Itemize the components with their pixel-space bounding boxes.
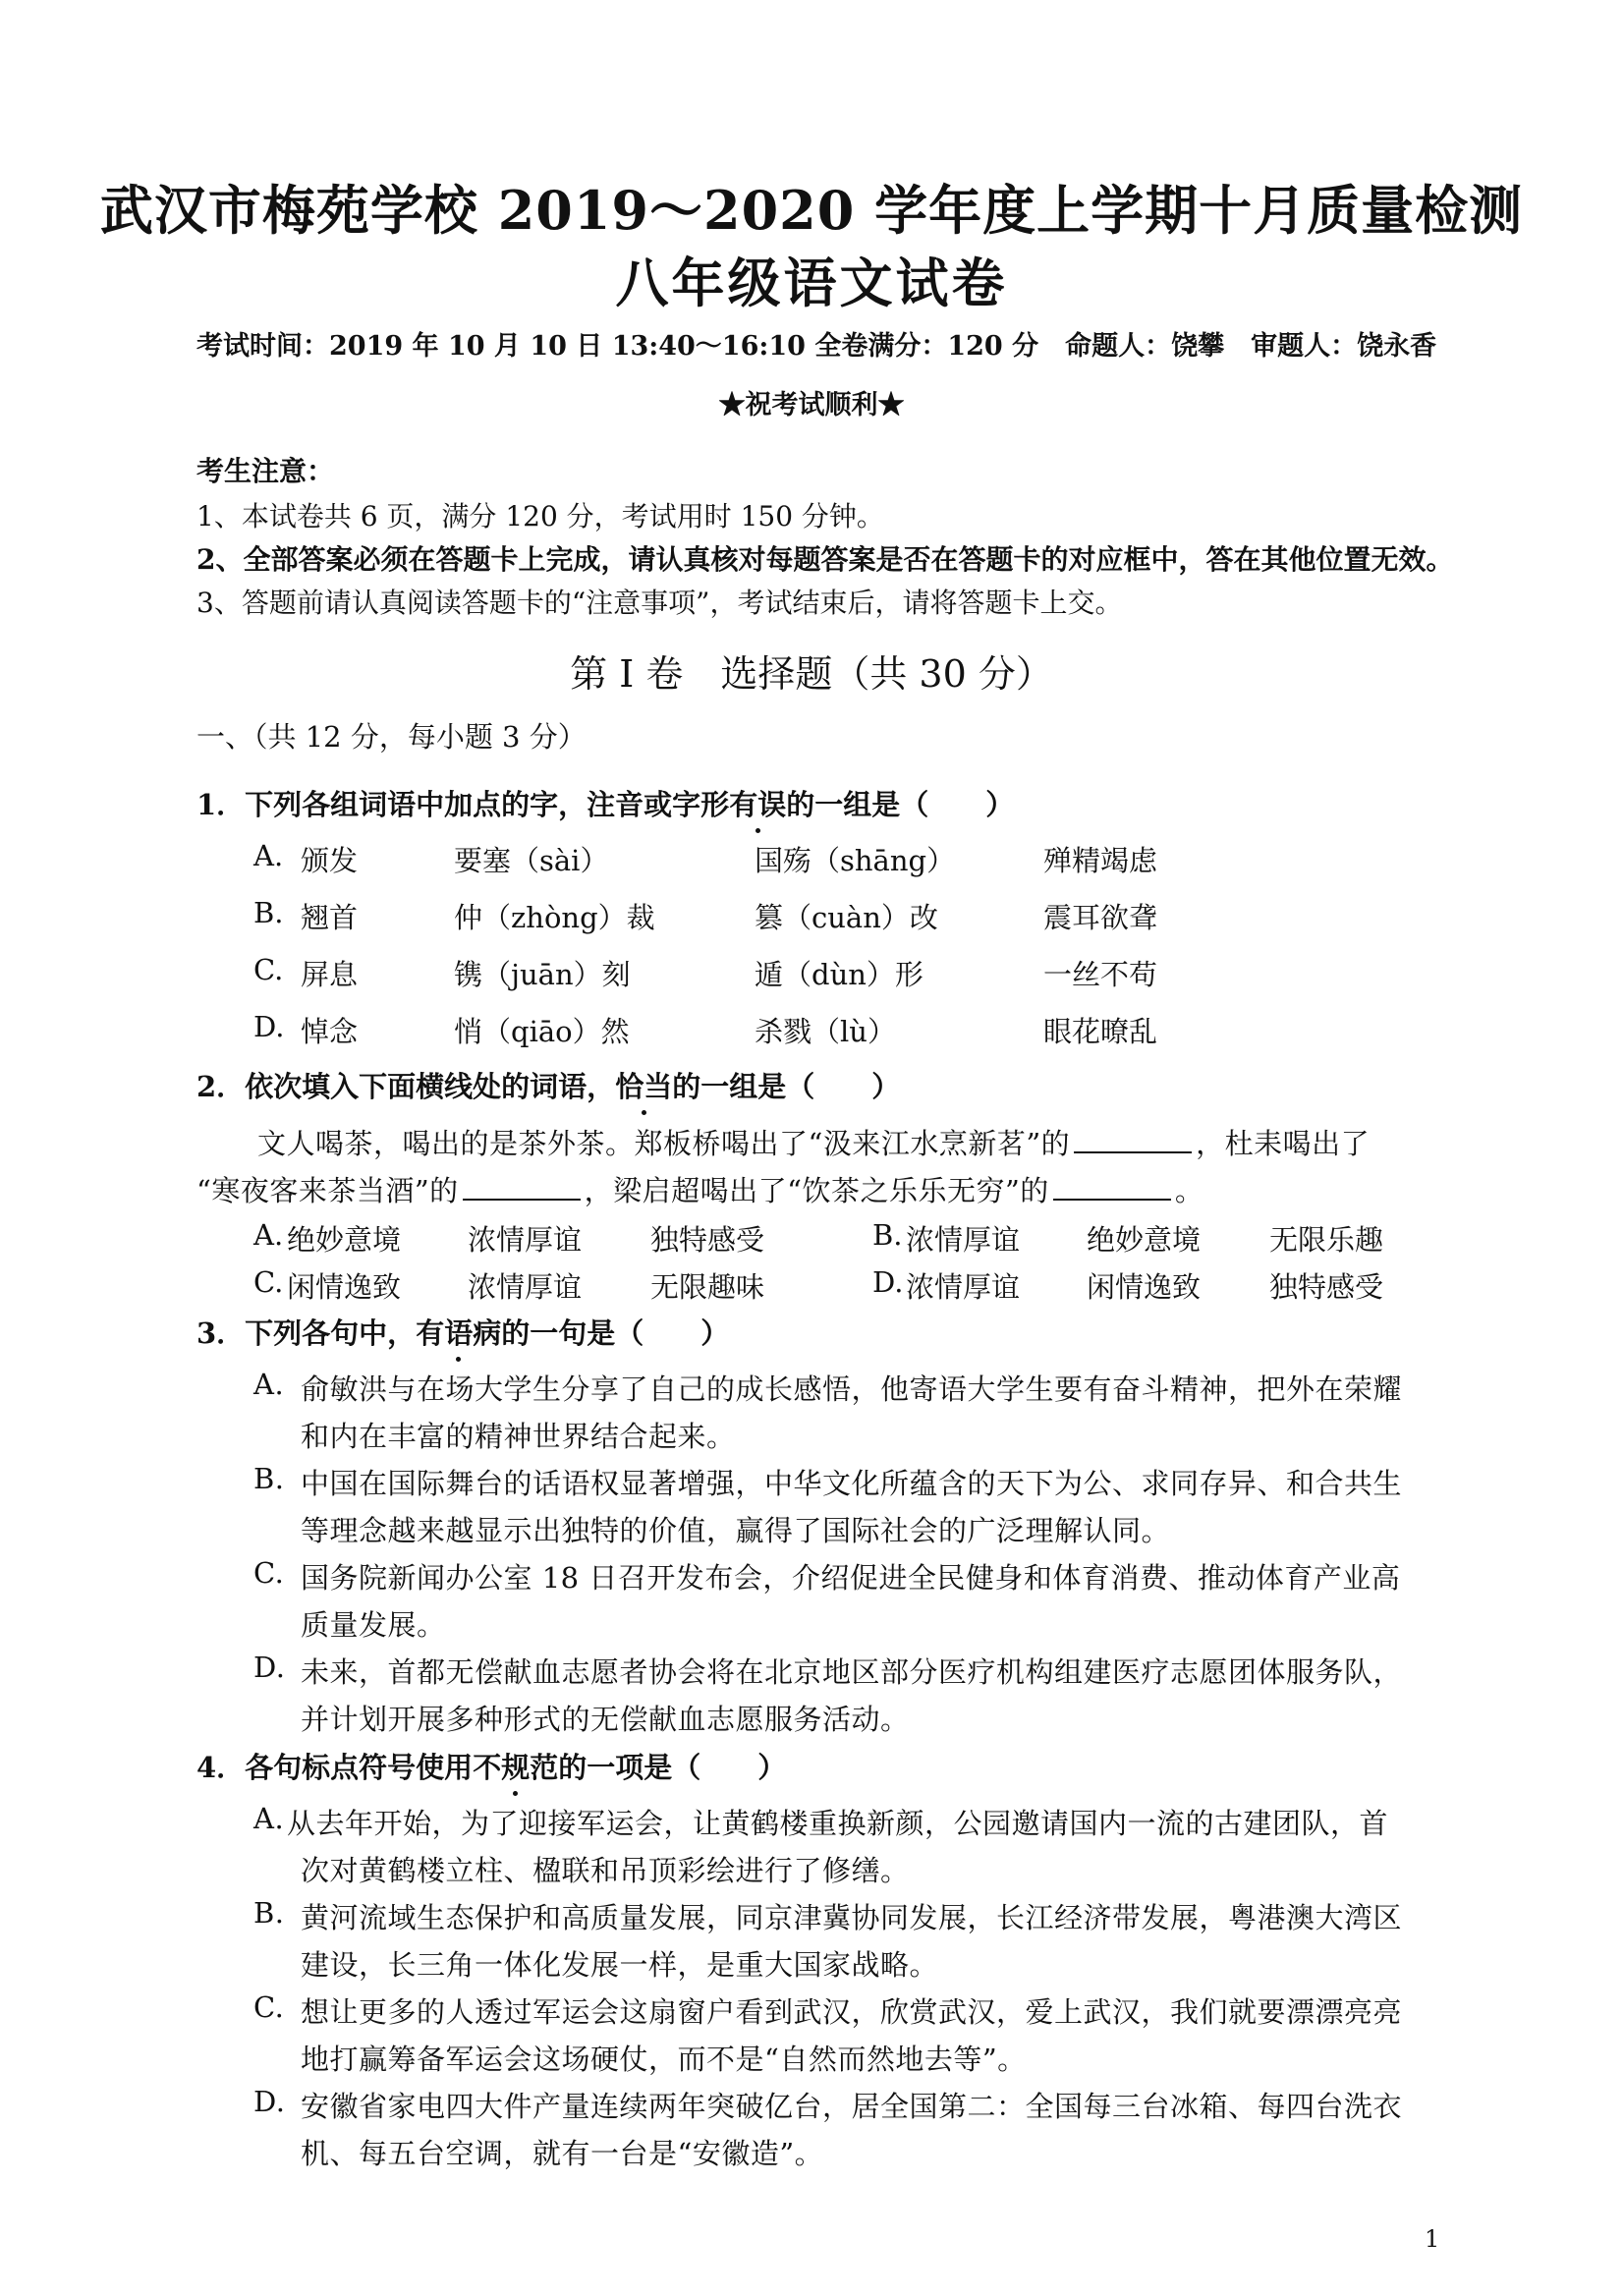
option-word: 震耳欲聋 <box>1043 901 1158 934</box>
option-word: 浓情厚谊 <box>468 1223 583 1257</box>
question-4-stem <box>196 1746 786 1786</box>
exam-title: 武汉市梅苑学校 2019～2020 学年度上学期十月质量检测 <box>99 179 1524 242</box>
question-2-stem <box>196 1065 900 1105</box>
option-label: B. <box>872 1218 903 1252</box>
option-word: 独特感受 <box>1269 1270 1384 1304</box>
option-word: 一丝不苟 <box>1043 958 1158 991</box>
option-label: B. <box>253 1896 285 1930</box>
dotted-emphasis: 有语病 <box>416 1312 501 1352</box>
option-text: 中国在国际舞台的话语权显著增强，中华文化所蕴含的天下为公、求同存异、和合共生 <box>301 1467 1403 1500</box>
option-word: 国殇（shāng） <box>755 844 956 877</box>
option-text: 黄河流域生态保护和高质量发展，同京津冀协同发展，长江经济带发展，粤港澳大湾区 <box>301 1901 1403 1934</box>
option-word: 镌（juān）刻 <box>454 958 631 991</box>
option-label: C. <box>253 1990 285 2024</box>
option-text: 建设，长三角一体化发展一样，是重大国家战略。 <box>301 1948 939 1982</box>
option-word: 闲情逸致 <box>1087 1270 1202 1304</box>
stem-text: 1．下列各组词语中加点的字，注音或字形 <box>196 788 730 821</box>
option-text: 质量发展。 <box>301 1608 446 1642</box>
option-word: 浓情厚谊 <box>906 1270 1021 1304</box>
option-word: 浓情厚谊 <box>906 1223 1021 1257</box>
option-text: 安徽省家电四大件产量连续两年突破亿台，居全国第二：全国每三台冰箱、每四台洗衣 <box>301 2090 1403 2123</box>
option-text: 从去年开始，为了迎接军运会，让黄鹤楼重换新颜，公园邀请国内一流的古建团队，首 <box>287 1807 1389 1840</box>
option-label: A. <box>253 1218 284 1252</box>
option-label: B. <box>253 1462 285 1495</box>
notice-title: 考生注意： <box>196 455 335 487</box>
exam-subtitle: 八年级语文试卷 <box>615 252 1008 314</box>
question-3-stem <box>196 1312 729 1352</box>
option-text: 机、每五台空调，就有一台是“安徽造”。 <box>301 2137 824 2170</box>
question-1-stem <box>196 783 1014 823</box>
good-luck-line: ★祝考试顺利★ <box>718 390 905 420</box>
option-word: 闲情逸致 <box>287 1270 402 1304</box>
passage-text: “寒夜客来茶当酒”的 <box>196 1174 459 1207</box>
option-word: 无限乐趣 <box>1269 1223 1384 1257</box>
option-label: A. <box>253 1802 285 1835</box>
option-text: 次对黄鹤楼立柱、楹联和吊顶彩绘进行了修缮。 <box>301 1854 910 1887</box>
option-label: A. <box>253 839 284 872</box>
option-word: 遁（dùn）形 <box>755 958 923 991</box>
option-word: 颁发 <box>301 844 359 877</box>
option-label: D. <box>872 1265 904 1299</box>
option-label: C. <box>253 1556 285 1590</box>
option-word: 悼念 <box>301 1015 359 1048</box>
option-label: D. <box>253 1651 286 1684</box>
option-word: 绝妙意境 <box>1087 1223 1202 1257</box>
stem-text: 的一句是（ ） <box>501 1316 730 1350</box>
passage-text: ，杜耒喝出了 <box>1196 1127 1371 1160</box>
passage-text: 。 <box>1174 1174 1204 1207</box>
option-word: 独特感受 <box>650 1223 765 1257</box>
notice-item: 1、本试卷共 6 页，满分 120 分，考试用时 150 分钟。 <box>196 500 884 532</box>
option-word: 仲（zhòng）裁 <box>454 901 655 934</box>
notice-item: 3、答题前请认真阅读答题卡的“注意事项”，考试结束后，请将答题卡上交。 <box>196 587 1123 619</box>
section-heading: 一、（共 12 分，每小题 3 分） <box>196 720 587 754</box>
option-word: 悄（qiāo）然 <box>454 1015 630 1048</box>
dotted-emphasis: 有误 <box>729 783 786 823</box>
answer-blank <box>463 1173 581 1201</box>
stem-text: 的一项是（ ） <box>558 1751 787 1784</box>
option-word: 眼花暸乱 <box>1043 1015 1158 1048</box>
dotted-emphasis: 不规范 <box>473 1746 558 1786</box>
option-text: 并计划开展多种形式的无偿献血志愿服务活动。 <box>301 1703 910 1736</box>
passage-text: ，梁启超喝出了“饮茶之乐乐无穷”的 <box>584 1174 1049 1207</box>
stem-text: 3．下列各句中， <box>196 1316 417 1350</box>
passage-line <box>196 1169 1203 1209</box>
stem-text: 2．依次填入下面横线处的词语， <box>196 1070 616 1103</box>
option-label: C. <box>253 1265 284 1299</box>
option-label: A. <box>253 1368 285 1401</box>
dotted-emphasis: 恰当 <box>615 1065 672 1105</box>
stem-text: 4．各句标点符号使用 <box>196 1751 474 1784</box>
passage-text: 文人喝茶，喝出的是茶外茶。郑板桥喝出了“汲来江水烹新茗”的 <box>257 1127 1071 1160</box>
notice-item: 2、全部答案必须在答题卡上完成，请认真核对每题答案是否在答题卡的对应框中，答在其他位置无效。 <box>196 543 1454 576</box>
exam-info: 考试时间：2019 年 10 月 10 日 13:40～16:10 全卷满分：120 分 命题人：饶攀 审题人：饶永香 <box>196 331 1437 362</box>
option-word: 无限趣味 <box>650 1270 765 1304</box>
option-word: 要塞（sài） <box>454 844 609 877</box>
option-text: 未来，首都无偿献血志愿者协会将在北京地区部分医疗机构组建医疗志愿团体服务队， <box>301 1655 1403 1689</box>
option-text: 国务院新闻办公室 18 日召开发布会，介绍促进全民健身和体育消费、推动体育产业高 <box>301 1561 1401 1595</box>
option-label: B. <box>253 896 284 929</box>
stem-text: 的一组是（ ） <box>786 788 1015 821</box>
page-number: 1 <box>1425 2225 1440 2253</box>
part-title: 第 I 卷 选择题（共 30 分） <box>570 652 1053 696</box>
option-word: 屏息 <box>301 958 359 991</box>
option-word: 杀戮（lù） <box>755 1015 896 1048</box>
option-label: D. <box>253 1010 285 1043</box>
option-word: 殚精竭虑 <box>1043 844 1158 877</box>
answer-blank <box>1053 1173 1171 1201</box>
option-text: 俞敏洪与在场大学生分享了自己的成长感悟，他寄语大学生要有奋斗精神，把外在荣耀 <box>301 1372 1403 1406</box>
passage-line <box>257 1122 1370 1162</box>
option-text: 和内在丰富的精神世界结合起来。 <box>301 1420 736 1453</box>
option-text: 等理念越来越显示出独特的价值，赢得了国际社会的广泛理解认同。 <box>301 1514 1171 1547</box>
option-word: 篡（cuàn）改 <box>755 901 938 934</box>
option-word: 绝妙意境 <box>287 1223 402 1257</box>
answer-blank <box>1074 1126 1192 1153</box>
option-label: C. <box>253 953 284 986</box>
option-word: 浓情厚谊 <box>468 1270 583 1304</box>
option-text: 地打赢筹备军运会这场硬仗，而不是“自然而然地去等”。 <box>301 2043 1027 2076</box>
stem-text: 的一组是（ ） <box>672 1070 901 1103</box>
option-text: 想让更多的人透过军运会这扇窗户看到武汉，欣赏武汉，爱上武汉，我们就要漂漂亮亮 <box>301 1995 1403 2029</box>
option-label: D. <box>253 2085 286 2118</box>
option-word: 翘首 <box>301 901 359 934</box>
